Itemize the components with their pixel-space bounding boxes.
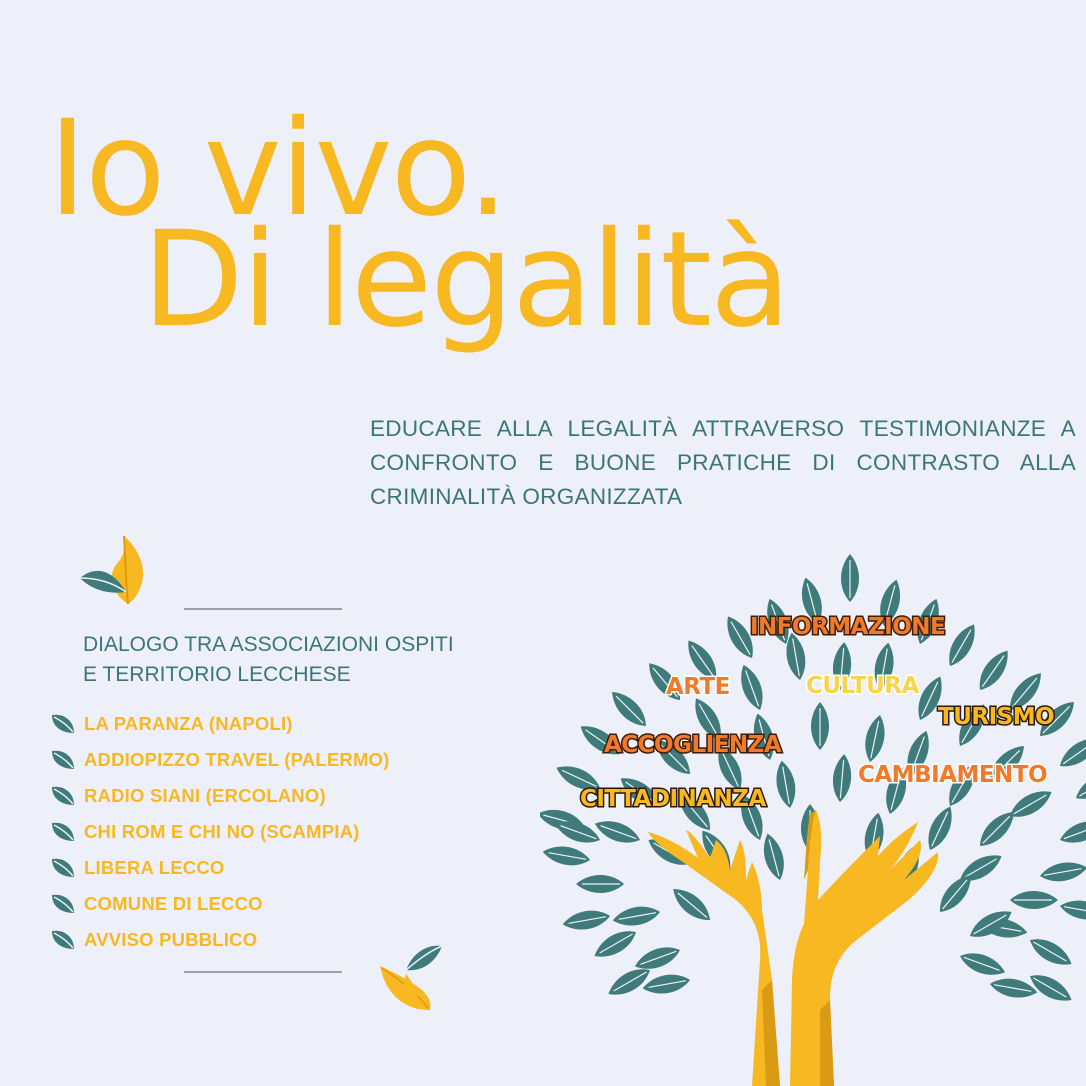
tree-word-cultura: CULTURA [806,673,919,699]
tree-word-cittadinanza: CITTADINANZA [580,786,766,812]
dialogo-heading [83,630,454,690]
list-item [50,922,390,958]
association-label: AVVISO PUBBLICO [84,929,258,950]
divider-top [184,608,342,610]
list-item [50,778,390,814]
subtitle: EDUCARE ALLA LEGALITÀ ATTRAVERSO TESTIMONIANZE A CONFRONTO E BUONE PRATICHE DI CONTRASTO ALLA CRIMINALITÀ ORGANIZZATA [370,416,1076,509]
bullet-leaf-icon [50,749,76,771]
association-label: RADIO SIANI (ERCOLANO) [84,785,326,806]
dialogo-line-1: DIALOGO TRA ASSOCIAZIONI OSPITI [83,633,454,656]
association-label: COMUNE DI LECCO [84,893,263,914]
tree-word-accoglienza: ACCOGLIENZA [604,732,782,758]
tree-word-informazione: INFORMAZIONE [750,614,946,640]
bullet-leaf-icon [50,821,76,843]
leaf-sprout-icon [378,940,444,1014]
tree-word-cambiamento: CAMBIAMENTO [858,762,1048,788]
association-label: LIBERA LECCO [84,857,225,878]
tree-word-turismo: TURISMO [938,704,1055,730]
association-label: CHI ROM E CHI NO (SCAMPIA) [84,821,360,842]
list-item [50,706,390,742]
associations-list [50,706,390,958]
bullet-leaf-icon [50,713,76,735]
list-item [50,814,390,850]
list-item [50,886,390,922]
association-label: LA PARANZA (NAPOLI) [84,713,293,734]
list-item [50,742,390,778]
list-item [50,850,390,886]
divider-bottom [184,971,342,973]
bullet-leaf-icon [50,857,76,879]
bullet-leaf-icon [50,929,76,951]
title-line-1: Io vivo. [48,92,507,246]
leaf-sprout-icon [76,534,152,608]
canopy-leaf [1072,766,1086,806]
tree-word-arte: ARTE [666,674,730,700]
bullet-leaf-icon [50,893,76,915]
title-line-2: Di legalità [142,203,789,357]
canopy-leaf [1055,731,1086,773]
dialogo-line-2: E TERRITORIO LECCHESE [83,663,351,686]
bullet-leaf-icon [50,785,76,807]
association-label: ADDIOPIZZO TRAVEL (PALERMO) [84,749,390,770]
